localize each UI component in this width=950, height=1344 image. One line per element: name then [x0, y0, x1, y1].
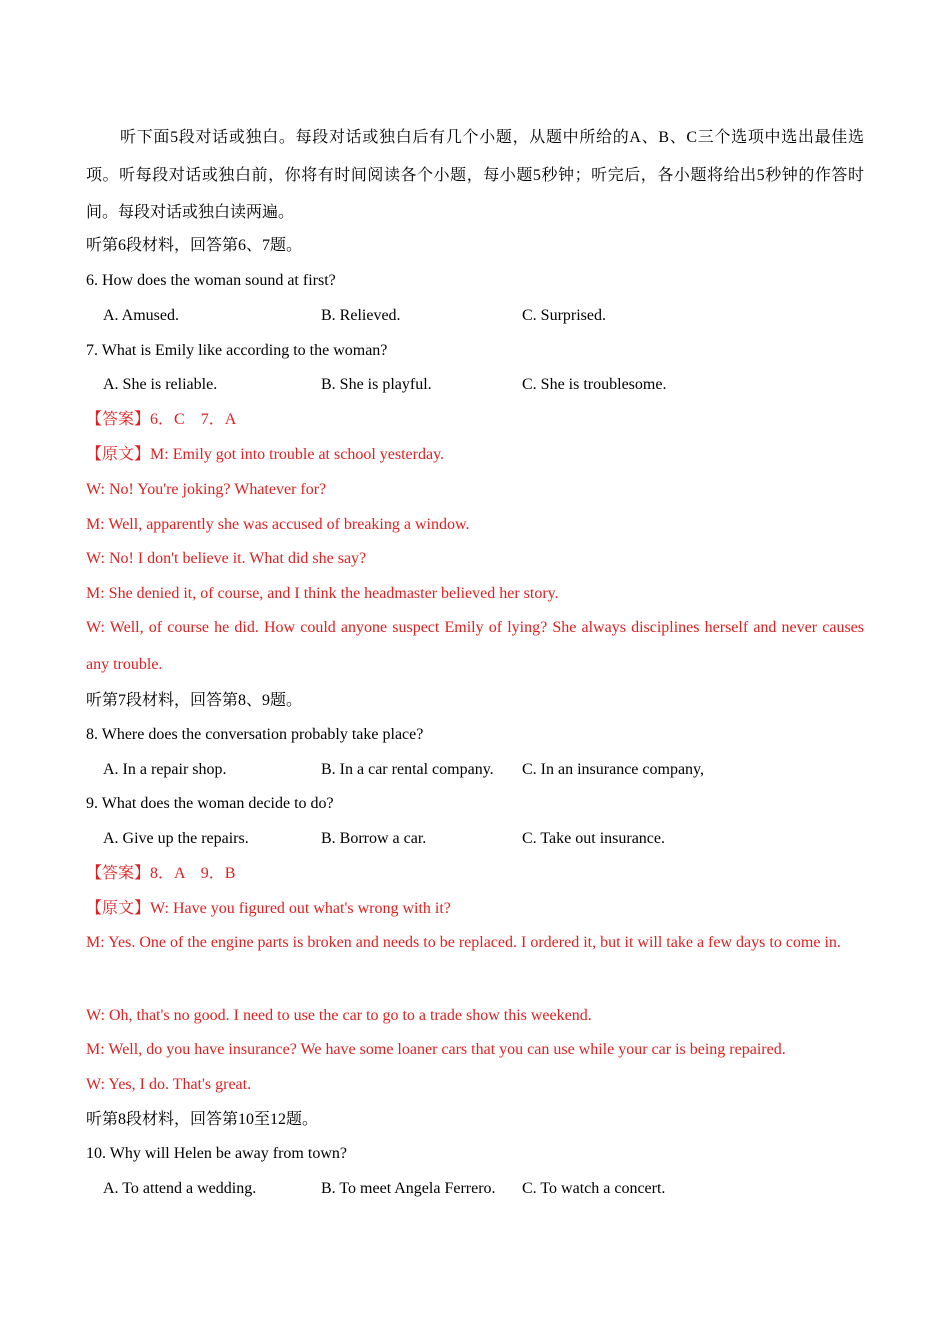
- transcript-line: M: She denied it, of course, and I think the headmaster believed her story.: [86, 585, 559, 602]
- q10-option-c: C. To watch a concert.: [522, 1180, 666, 1197]
- transcript-line: M: Well, apparently she was accused of breaking a window.: [86, 516, 470, 533]
- q6-option-c: C. Surprised.: [522, 307, 606, 324]
- transcript-label: 【原文】: [86, 900, 151, 917]
- instructions-paragraph: 听下面5段对话或独白。每段对话或独白后有几个小题，从题中所给的A、B、C三个选项中选出最佳选项。听每段对话或独白前，你将有时间阅读各个小题，每小题5秒钟；听完后，各小题将给出5秒钟的作答时间。每段对话或独白读两遍。: [86, 129, 864, 221]
- q7-option-b: B. She is playful.: [321, 376, 432, 393]
- question-8: 8. Where does the conversation probably take place?: [86, 726, 424, 743]
- transcript-text: M: Emily got into trouble at school yesterday.: [150, 446, 445, 463]
- transcript-line: W: Well, of course he did. How could anyone suspect Emily of lying? She always disciplines herself and never causes any trouble.: [86, 619, 864, 673]
- transcript-line: [86, 899, 451, 919]
- transcript-line: W: Oh, that's no good. I need to use the car to go to a trade show this weekend.: [86, 1007, 592, 1024]
- q8-option-c: C. In an insurance company,: [522, 761, 705, 778]
- q9-option-b: B. Borrow a car.: [321, 830, 427, 847]
- answer-label: 【答案】: [86, 865, 151, 882]
- question-10: 10. Why will Helen be away from town?: [86, 1145, 347, 1162]
- transcript-label: 【原文】: [86, 446, 151, 463]
- q7-option-c: C. She is troublesome.: [522, 376, 667, 393]
- transcript-line: M: Well, do you have insurance? We have some loaner cars that you can use while your car is being repaired.: [86, 1041, 786, 1058]
- q6-option-b: B. Relieved.: [321, 307, 401, 324]
- question-7: 7. What is Emily like according to the woman?: [86, 342, 388, 359]
- transcript-text: W: Have you figured out what's wrong with it?: [150, 900, 451, 917]
- transcript-line: W: Yes, I do. That's great.: [86, 1076, 252, 1093]
- section-7-heading: 听第7段材料，回答第8、9题。: [86, 692, 303, 709]
- q10-option-b: B. To meet Angela Ferrero.: [321, 1180, 496, 1197]
- transcript-line: W: No! You're joking? Whatever for?: [86, 481, 327, 498]
- transcript-line: [86, 445, 444, 465]
- answer-6-7: [86, 410, 236, 430]
- q9-option-c: C. Take out insurance.: [522, 830, 665, 847]
- answer-8-9: [86, 864, 235, 884]
- transcript-line: M: Yes. One of the engine parts is broken and needs to be replaced. I ordered it, but it will take a few days to come in.: [86, 934, 841, 951]
- transcript-line: W: No! I don't believe it. What did she say?: [86, 550, 367, 567]
- q8-option-a: A. In a repair shop.: [103, 761, 227, 778]
- answer-label: 【答案】: [86, 411, 151, 428]
- section-8-heading: 听第8段材料，回答第10至12题。: [86, 1111, 319, 1128]
- answer-text: 8．A 9．B: [150, 865, 236, 882]
- question-9: 9. What does the woman decide to do?: [86, 795, 334, 812]
- q6-option-a: A. Amused.: [103, 307, 179, 324]
- q7-option-a: A. She is reliable.: [103, 376, 218, 393]
- q9-option-a: A. Give up the repairs.: [103, 830, 249, 847]
- question-6: 6. How does the woman sound at first?: [86, 272, 336, 289]
- answer-text: 6．C 7．A: [150, 411, 237, 428]
- q10-option-a: A. To attend a wedding.: [103, 1180, 257, 1197]
- section-6-heading: 听第6段材料，回答第6、7题。: [86, 237, 303, 254]
- q8-option-b: B. In a car rental company.: [321, 761, 494, 778]
